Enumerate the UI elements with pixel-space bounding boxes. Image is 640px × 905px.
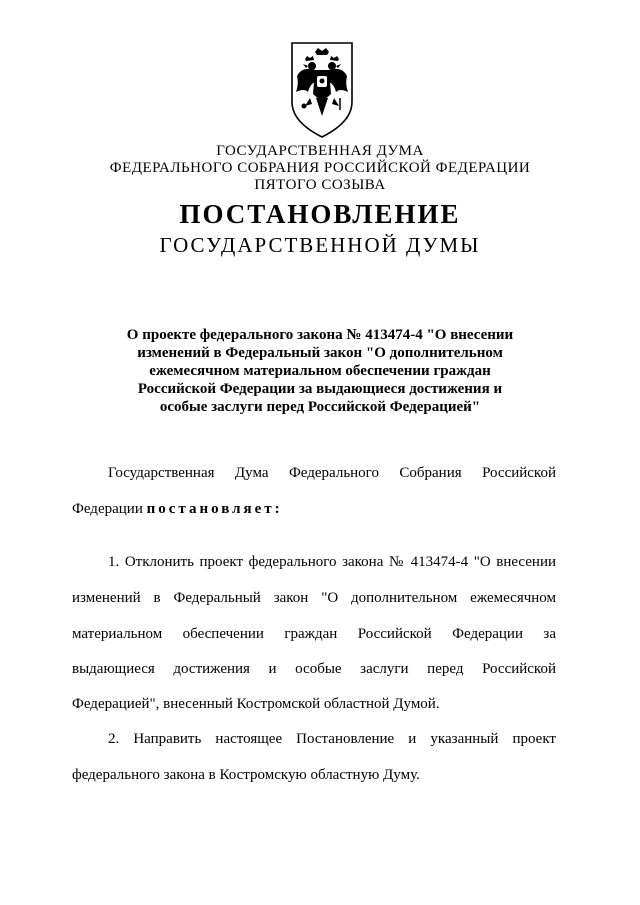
document-subtitle: ГОСУДАРСТВЕННОЙ ДУМЫ: [159, 233, 481, 257]
subject-line: особые заслуги перед Российской Федерацией": [159, 399, 481, 415]
item-1-line-b: [72, 589, 556, 607]
org-name-line-2: ФЕДЕРАЛЬНОГО СОБРАНИЯ РОССИЙСКОЙ ФЕДЕРАЦИИ: [109, 160, 531, 176]
subject-line: ежемесячном материальном обеспечении граждан: [149, 363, 491, 379]
item-1-line: Федерацией", внесенный Костромской областной Думой.: [72, 696, 440, 712]
preamble-line: [72, 500, 556, 518]
item-1-line-c: [72, 625, 556, 643]
resolves-word: постановляет:: [146, 501, 283, 517]
item-1-line: выдающиеся достижения и особые заслуги перед Российской: [72, 661, 556, 677]
subject-line: Российской Федерации за выдающиеся достижения и: [137, 381, 503, 397]
preamble-paragraph-end: [72, 500, 556, 518]
item-2-line: федерального закона в Костромскую областную Думу.: [72, 767, 420, 783]
item-2-line-b: [72, 766, 556, 784]
item-2-line-a: [72, 730, 556, 748]
item-1-line-d: [72, 660, 556, 678]
document-title: ПОСТАНОВЛЕНИЕ: [179, 199, 461, 229]
convocation-line: ПЯТОГО СОЗЫВА: [254, 177, 386, 193]
preamble-text: Федерации: [72, 501, 147, 517]
item-2-line: 2. Направить настоящее Постановление и указанный проект: [108, 731, 556, 747]
item-1-line-e: [72, 695, 556, 713]
preamble-line: Государственная Дума Федерального Собрания Российской: [108, 465, 556, 481]
subject-line: О проекте федерального закона № 413474-4 "О внесении: [126, 327, 514, 343]
item-1-line: изменений в Федеральный закон "О дополнительном ежемесячном: [72, 590, 556, 606]
item-1-line: 1. Отклонить проект федерального закона № 413474-4 "О внесении: [108, 554, 556, 570]
item-1-line-a: [72, 553, 556, 571]
item-1-line: материальном обеспечении граждан Российской Федерации за: [72, 626, 556, 642]
eagle-emblem-icon: [288, 40, 356, 140]
preamble-paragraph: [72, 464, 556, 482]
coat-of-arms-emblem: [288, 40, 356, 140]
subject-line: изменений в Федеральный закон "О дополнительном: [137, 345, 503, 361]
document-subject: [60, 326, 580, 416]
org-name-line-1: ГОСУДАРСТВЕННАЯ ДУМА: [216, 143, 424, 159]
